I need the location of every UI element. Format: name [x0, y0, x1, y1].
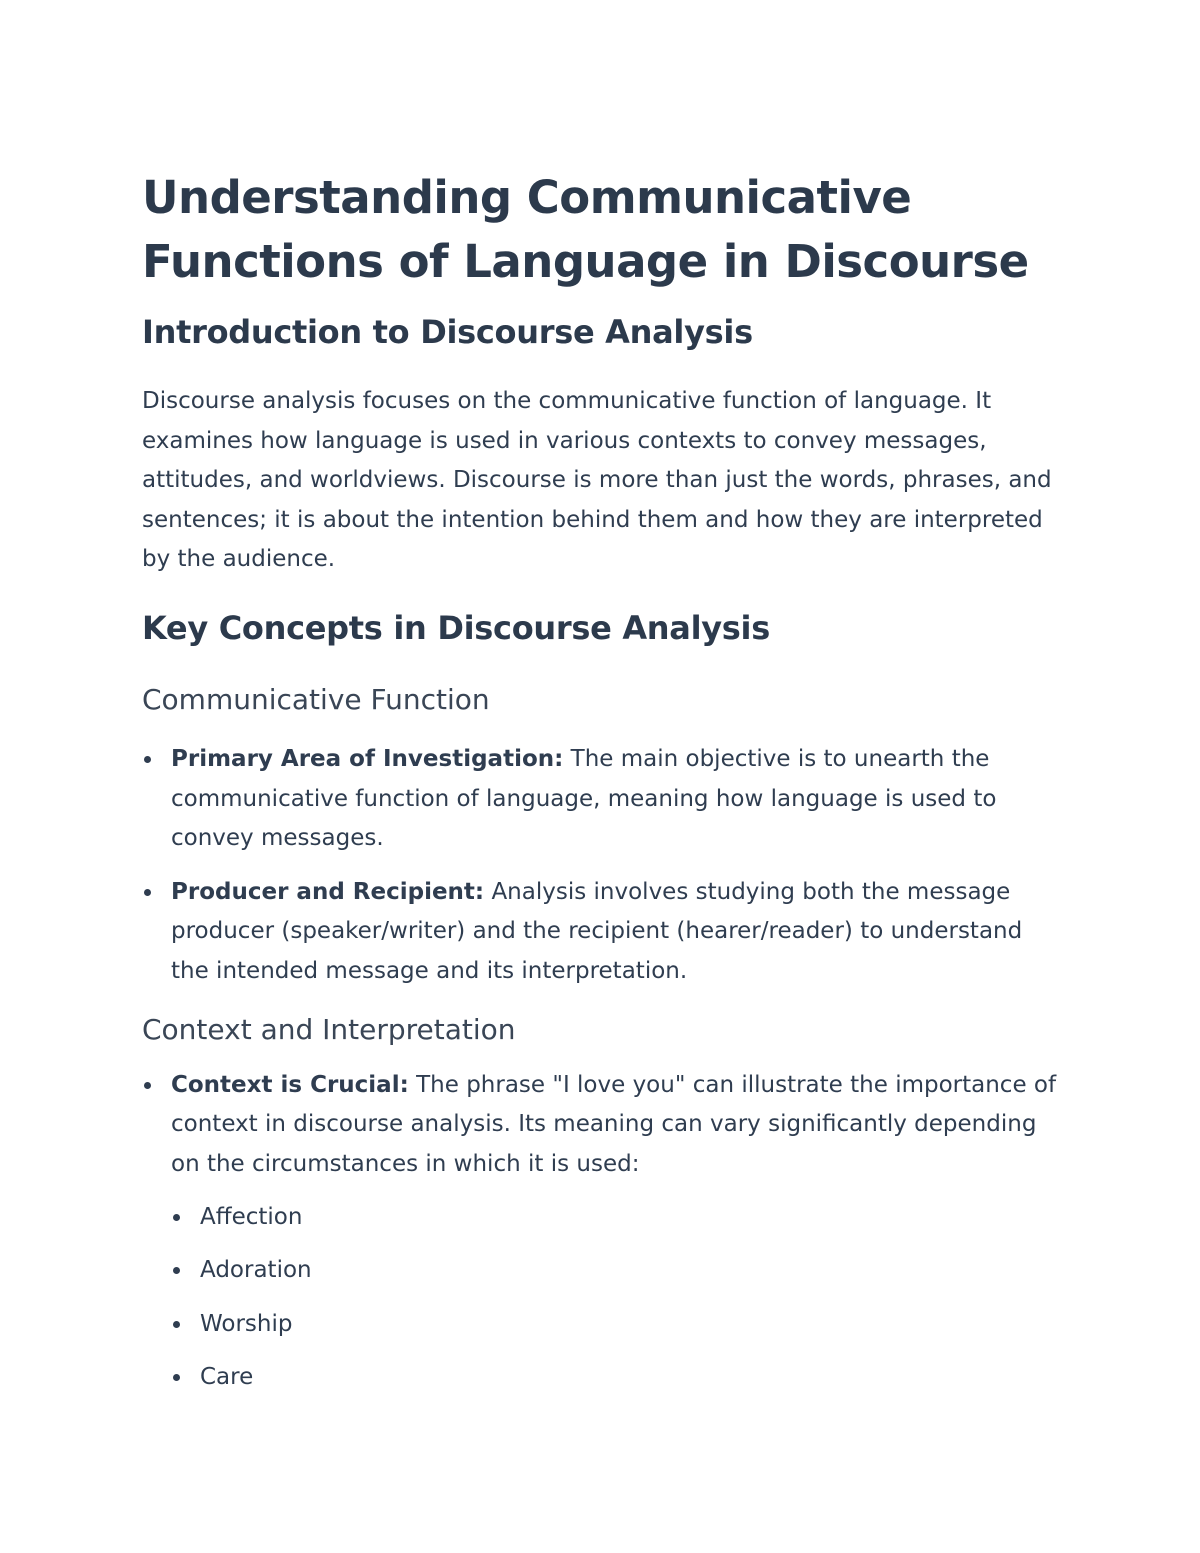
section-heading-introduction: Introduction to Discourse Analysis [142, 313, 753, 351]
bullet-icon [173, 1374, 180, 1381]
list-item-text: Analysis involves studying both the message producer (speaker/writer) and the recipient (hearer/reader) to understand the intended message and its interpretation. [171, 878, 1023, 984]
bullet-icon [144, 756, 151, 763]
list-item-term: Context is Crucial: [171, 1071, 409, 1098]
subheading-context-and-interpretation: Context and Interpretation [142, 1012, 516, 1046]
bullet-icon [173, 1214, 180, 1221]
sublist-item [171, 1198, 1062, 1238]
sublist-item [171, 1251, 1062, 1291]
communicative-function-list [142, 740, 1062, 992]
list-item [142, 740, 1062, 859]
sublist-item-label: Worship [200, 1310, 293, 1337]
document-page [142, 166, 1062, 1397]
list-item [142, 1066, 1062, 1398]
sublist-item [171, 1358, 1062, 1398]
bullet-icon [144, 1082, 151, 1089]
bullet-icon [144, 889, 151, 896]
introduction-paragraph: Discourse analysis focuses on the communicative function of language. It examines how language is used in various contexts to convey messages, attitudes, and worldviews. Discourse is more than just the words, phrases, and sentences; it is about the intention behind them and how they are interpreted by the audience. [142, 388, 1052, 573]
sublist-item-label: Affection [200, 1204, 303, 1231]
context-interpretation-list [142, 1066, 1062, 1398]
document-title: Understanding Communicative Functions of Language in Discourse [142, 171, 1029, 288]
sublist-item-label: Adoration [200, 1257, 312, 1284]
sublist-item [171, 1305, 1062, 1345]
list-item [142, 873, 1062, 992]
meaning-sublist [171, 1198, 1062, 1397]
section-heading-key-concepts: Key Concepts in Discourse Analysis [142, 608, 770, 647]
sublist-item-label: Care [200, 1363, 254, 1390]
list-item-term: Primary Area of Investigation: [171, 745, 564, 772]
bullet-icon [173, 1267, 180, 1274]
list-item-term: Producer and Recipient: [171, 878, 485, 905]
bullet-icon [173, 1321, 180, 1328]
list-item-text: The phrase "I love you" can illustrate the importance of context in discourse analysis. Its meaning can vary significantly depending on the circumstances in which it is used: [171, 1071, 1057, 1177]
subheading-communicative-function: Communicative Function [142, 682, 490, 716]
list-item-text: The main objective is to unearth the communicative function of language, meaning how language is used to convey messages. [171, 745, 997, 852]
